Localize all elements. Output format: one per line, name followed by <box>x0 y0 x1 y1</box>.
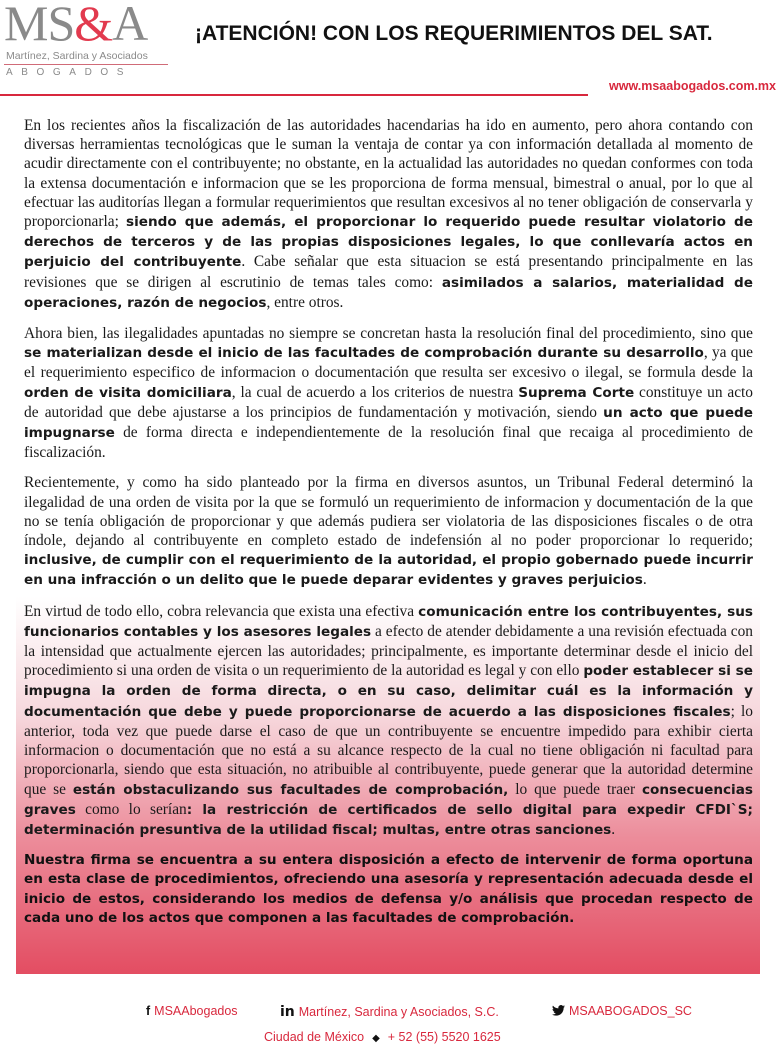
facebook-link[interactable]: f MSAAbogados <box>146 1004 238 1018</box>
paragraph-2: Ahora bien, las ilegalidades apuntadas no siempre se concretan hasta la resolución final del procedimiento, sino que se materializan desde el inicio de las facultades de comprobación durante su desarrollo, ya que el requerimiento especifico de informacion o documentación que resulta ser excesivo o ilegal, se formula desde la orden de visita domiciliara, la cual de acuerdo a los criterios de nuestra Suprema Corte constituye un acto de autoridad que debe ajustarse a los principios de fundamentación y motivación, siendo un acto que puede impugnarse de forma directa e independientemente de la resolución final que recaiga al procedimiento de fiscalización. <box>24 325 753 462</box>
footer-city: Ciudad de México <box>264 1030 365 1044</box>
footer-contact <box>264 1030 564 1044</box>
paragraph-4: En virtud de todo ello, cobra relevancia que exista una efectiva comunicación entre los contribuyentes, sus funcionarios contables y los asesores legales a efecto de atender debidamente a una revisión efectuada con la intensidad que actualmente ejercen las autoridades; principalmente, es importante determinar desde el inicio del procedimiento si una orden de visita o un requerimiento de la autoridad es legal y con ello poder establecer si se impugna la orden de forma directa, o en su caso, delimitar cuál es la información y documentación que debe y puede proporcionarse de acuerdo a las disposiciones fiscales; lo anterior, toda vez que puede darse el caso de que un contribuyente se encuentre impedido para exhibir cierta informacion o documentación que no está a su alcance respecto de la cual no tiene obligación ni facultad para proporcionarla, siendo que esta situación, no atribuible al contribuyente, puede generar que la autoridad determine que se están obstaculizando sus facultades de comprobación, lo que puede traer consecuencias graves como lo serían: la restricción de certificados de sello digital para expedir CFDI`S; determinación presuntiva de la utilidad fiscal; multas, entre otras sanciones. <box>24 602 753 838</box>
linkedin-icon: in <box>280 1004 295 1020</box>
separator-icon: ◆ <box>372 1033 380 1044</box>
logo-subtitle: Martínez, Sardina y Asociados <box>6 50 148 62</box>
page-title: ¡ATENCIÓN! CON LOS REQUERIMIENTOS DEL SAT. <box>195 22 713 45</box>
header-divider <box>0 94 588 96</box>
paragraph-3: Recientemente, y como ha sido planteado por la firma en diversos asuntos, un Tribunal Federal determinó la ilegalidad de una orden de visita por la que se formuló un requerimiento de informacion y documentación de la que no se tenía obligación de proporcionar y que además pudiera ser violatoria de las disposiciones fiscales o de otra índole, dejando al contribuyente en completo estado de indefensión al no poder proporcionar lo requerido; inclusive, de cumplir con el requerimiento de la autoridad, el propio gobernado puede incurrir en una infracción o un delito que le puede deparar evidentes y graves perjuicios. <box>24 474 753 589</box>
facebook-icon: f <box>146 1004 151 1018</box>
footer-social <box>0 1004 780 1022</box>
logo-mark: MS&A <box>4 0 148 51</box>
firm-logo <box>4 2 164 82</box>
twitter-icon <box>552 1005 565 1016</box>
linkedin-link[interactable]: in Martínez, Sardina y Asociados, S.C. <box>280 1004 499 1020</box>
article-body <box>24 116 753 939</box>
footer-phone[interactable]: + 52 (55) 5520 1625 <box>387 1030 501 1044</box>
paragraph-1: En los recientes años la fiscalización de las autoridades hacendarias ha ido en aumento, pero ahora contando con diversas herramientas tecnológicas que le suman la ventaja de contar ya con información detallada al momento de acudir directamente con el contribuyente; no obstante, en la actualidad las autoridades no quedan conformes con toda la extensa documentación e informacion que se les proporciona de forma mensual, bimestral o anual, por lo que al efectuar las auditorías llegan a formular requerimientos que resultan excesivos al no tener obligación de conservarla y proporcionarla; siendo que además, el proporcionar lo requerido puede resultar violatorio de derechos de terceros y de las propias disposiciones legales, lo que conllevaría actos en perjuicio del contribuyente. Cabe señalar que esta situacion se está presentando principalmente en las revisiones que se dirigen al escrutinio de temas tales como: asimilados a salarios, materialidad de operaciones, razón de negocios, entre otros. <box>24 117 753 311</box>
logo-tagline: ABOGADOS <box>6 67 133 78</box>
website-link[interactable]: www.msaabogados.com.mx <box>609 79 776 93</box>
twitter-link[interactable]: MSAABOGADOS_SC <box>552 1004 692 1018</box>
logo-divider <box>4 64 168 65</box>
closing-paragraph: Nuestra firma se encuentra a su entera disposición a efecto de intervenir de forma oportuna en esta clase de procedimientos, ofreciendo una asesoría y representación adecuada desde el inicio de estos, considerando los medios de defensa y/o análisis que procedan respecto de cada uno de los actos que componen a las facultades de comprobación. <box>24 852 753 926</box>
